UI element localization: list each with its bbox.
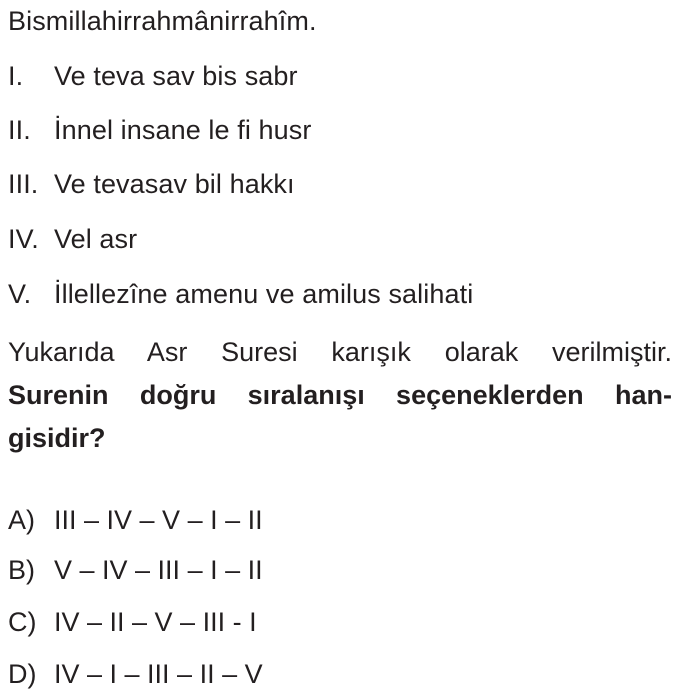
option-letter: A) bbox=[8, 505, 35, 535]
option-c[interactable] bbox=[8, 606, 257, 638]
option-text: V – IV – III – I – II bbox=[54, 555, 263, 585]
verse-numeral: V. bbox=[8, 279, 32, 309]
verse-text: İllellezîne amenu ve amilus salihati bbox=[54, 279, 474, 309]
question-prompt bbox=[8, 379, 672, 454]
verse-text: Ve teva sav bis sabr bbox=[54, 61, 298, 91]
option-letter: D) bbox=[8, 659, 37, 689]
verse-item-5 bbox=[8, 278, 473, 310]
verse-numeral: III. bbox=[8, 169, 39, 199]
option-text: IV – I – III – II – V bbox=[54, 659, 263, 689]
question-prompt-line-1: Surenin doğru sıralanışı seçeneklerden han- bbox=[8, 380, 672, 410]
basmala-line: Bismillahirrahmânirrahîm. bbox=[8, 6, 317, 36]
verse-item-4 bbox=[8, 223, 137, 255]
question-intro: Yukarıda Asr Suresi karışık olarak verilmiştir. bbox=[8, 337, 672, 367]
option-b[interactable] bbox=[8, 554, 263, 586]
question-stem bbox=[8, 336, 672, 454]
verse-text: İnnel insane le fi husr bbox=[54, 115, 312, 145]
option-a[interactable] bbox=[8, 504, 263, 536]
verse-numeral: II. bbox=[8, 115, 31, 145]
option-text: III – IV – V – I – II bbox=[54, 505, 263, 535]
option-letter: B) bbox=[8, 555, 35, 585]
verse-numeral: IV. bbox=[8, 224, 39, 254]
verse-numeral: I. bbox=[8, 61, 24, 91]
verse-text: Vel asr bbox=[54, 224, 138, 254]
option-d[interactable] bbox=[8, 658, 263, 690]
verse-item-2 bbox=[8, 114, 311, 146]
verse-item-1 bbox=[8, 60, 298, 92]
option-text: IV – II – V – III - I bbox=[54, 607, 257, 637]
option-letter: C) bbox=[8, 607, 37, 637]
verse-text: Ve tevasav bil hakkı bbox=[54, 169, 295, 199]
question-prompt-line-2: gisidir? bbox=[8, 423, 106, 453]
verse-item-3 bbox=[8, 168, 295, 200]
